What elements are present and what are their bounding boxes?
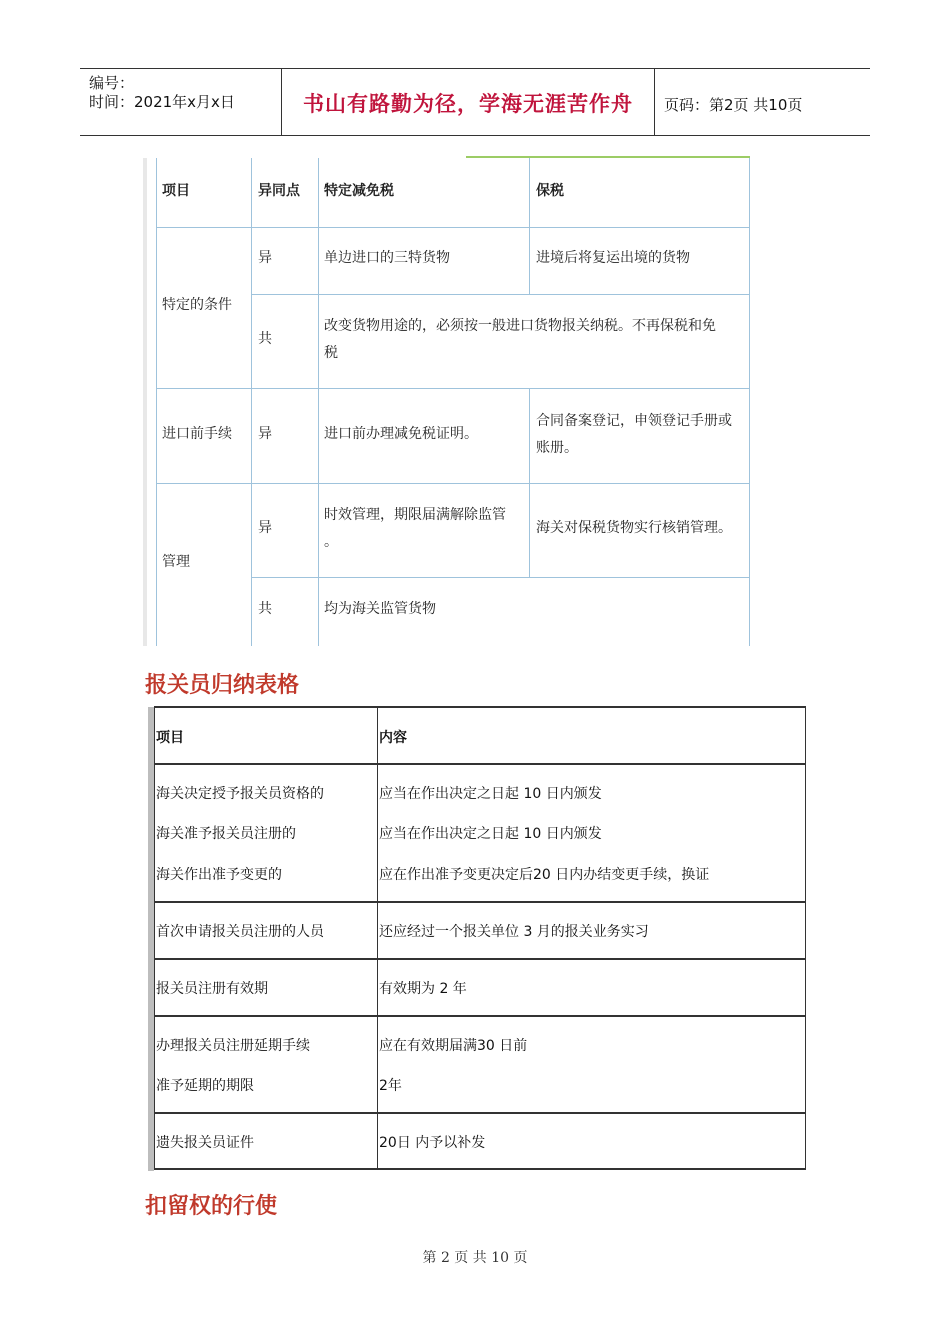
- cell-text: 进境后将复运出境的货物: [536, 250, 690, 266]
- section-heading-customs-broker: 报关员归纳表格: [145, 673, 300, 698]
- grid-line: [154, 958, 806, 960]
- col-header-item: 项目: [156, 730, 184, 746]
- diff-mark: 异: [258, 250, 272, 266]
- grid-line: [154, 1015, 806, 1017]
- col-header-content: 内容: [379, 730, 407, 746]
- row-label-management: 管理: [162, 554, 190, 570]
- cell-content: 2年: [379, 1078, 402, 1094]
- cell-item: 海关准予报关员注册的: [156, 826, 296, 842]
- grid-line: [154, 706, 806, 708]
- cell-content: 应在作出准予变更决定后20 日内办结变更手续，换证: [379, 867, 710, 883]
- col-header-special-exemption: 特定减免税: [324, 183, 394, 199]
- grid-line: [154, 901, 806, 903]
- grid-line: [251, 294, 750, 295]
- page-footer: 第 2 页 共 10 页: [422, 1250, 528, 1266]
- common-mark: 共: [258, 601, 272, 617]
- grid-line: [156, 158, 157, 646]
- grid-line: [154, 706, 155, 1170]
- col-header-item: 项目: [162, 183, 190, 199]
- cell-content: 应在有效期届满30 日前: [379, 1038, 528, 1054]
- grid-line: [529, 388, 530, 578]
- header-divider-right: [654, 68, 655, 136]
- cell-item: 准予延期的期限: [156, 1078, 254, 1094]
- cell-item: 海关作出准予变更的: [156, 867, 282, 883]
- header-bottom-rule: [80, 135, 870, 136]
- cell-item: 遗失报关员证件: [156, 1135, 254, 1151]
- cell-content: 应当在作出决定之日起 10 日内颁发: [379, 826, 602, 842]
- diff-mark: 异: [258, 426, 272, 442]
- cell-text: 时效管理，期限届满解除监管: [324, 507, 506, 523]
- table-left-shadow: [143, 158, 147, 646]
- col-header-diff: 异同点: [258, 183, 300, 199]
- grid-line: [805, 706, 806, 1170]
- grid-line: [318, 158, 319, 646]
- grid-line: [156, 227, 750, 228]
- cell-text: 改变货物用途的，必须按一般进口货物报关纳税。不再保税和免: [324, 318, 716, 334]
- grid-line: [154, 1168, 806, 1170]
- cell-content: 应当在作出决定之日起 10 日内颁发: [379, 786, 602, 802]
- common-mark: 共: [258, 331, 272, 347]
- doc-time-label: 时间：2021年x月x日: [89, 93, 235, 111]
- cell-text: 单边进口的三特货物: [324, 250, 450, 266]
- header-top-rule: [80, 68, 870, 69]
- col-header-bonded: 保税: [536, 183, 564, 199]
- grid-line: [154, 763, 806, 765]
- page-info: 页码：第2页 共10页: [664, 96, 803, 114]
- cell-content: 20日 内予以补发: [379, 1135, 486, 1151]
- row-label-conditions: 特定的条件: [162, 297, 232, 313]
- cell-content: 有效期为 2 年: [379, 981, 467, 997]
- cell-text: 税: [324, 345, 338, 361]
- cell-content: 还应经过一个报关单位 3 月的报关业务实习: [379, 924, 649, 940]
- grid-line: [529, 158, 530, 295]
- grid-line: [154, 1112, 806, 1114]
- row-label-pre-import: 进口前手续: [162, 426, 232, 442]
- cell-text: 账册。: [536, 440, 578, 456]
- table-top-accent: [466, 156, 750, 158]
- cell-item: 海关决定授予报关员资格的: [156, 786, 324, 802]
- grid-line: [251, 158, 252, 646]
- grid-line: [156, 388, 750, 389]
- doc-number-label: 编号：: [89, 74, 135, 92]
- cell-text: 。: [324, 534, 338, 550]
- cell-text: 合同备案登记，申领登记手册或: [536, 413, 732, 429]
- cell-item: 办理报关员注册延期手续: [156, 1038, 310, 1054]
- section-heading-detention-right: 扣留权的行使: [145, 1194, 278, 1219]
- diff-mark: 异: [258, 520, 272, 536]
- cell-text: 海关对保税货物实行核销管理。: [536, 520, 732, 536]
- grid-line: [377, 706, 378, 1170]
- cell-text: 均为海关监管货物: [324, 601, 436, 617]
- grid-line: [251, 577, 750, 578]
- grid-line: [749, 158, 750, 646]
- cell-item: 报关员注册有效期: [156, 981, 268, 997]
- grid-line: [156, 483, 750, 484]
- header-motto: 书山有路勤为径，学海无涯苦作舟: [303, 91, 633, 116]
- cell-item: 首次申请报关员注册的人员: [156, 924, 324, 940]
- cell-text: 进口前办理减免税证明。: [324, 426, 478, 442]
